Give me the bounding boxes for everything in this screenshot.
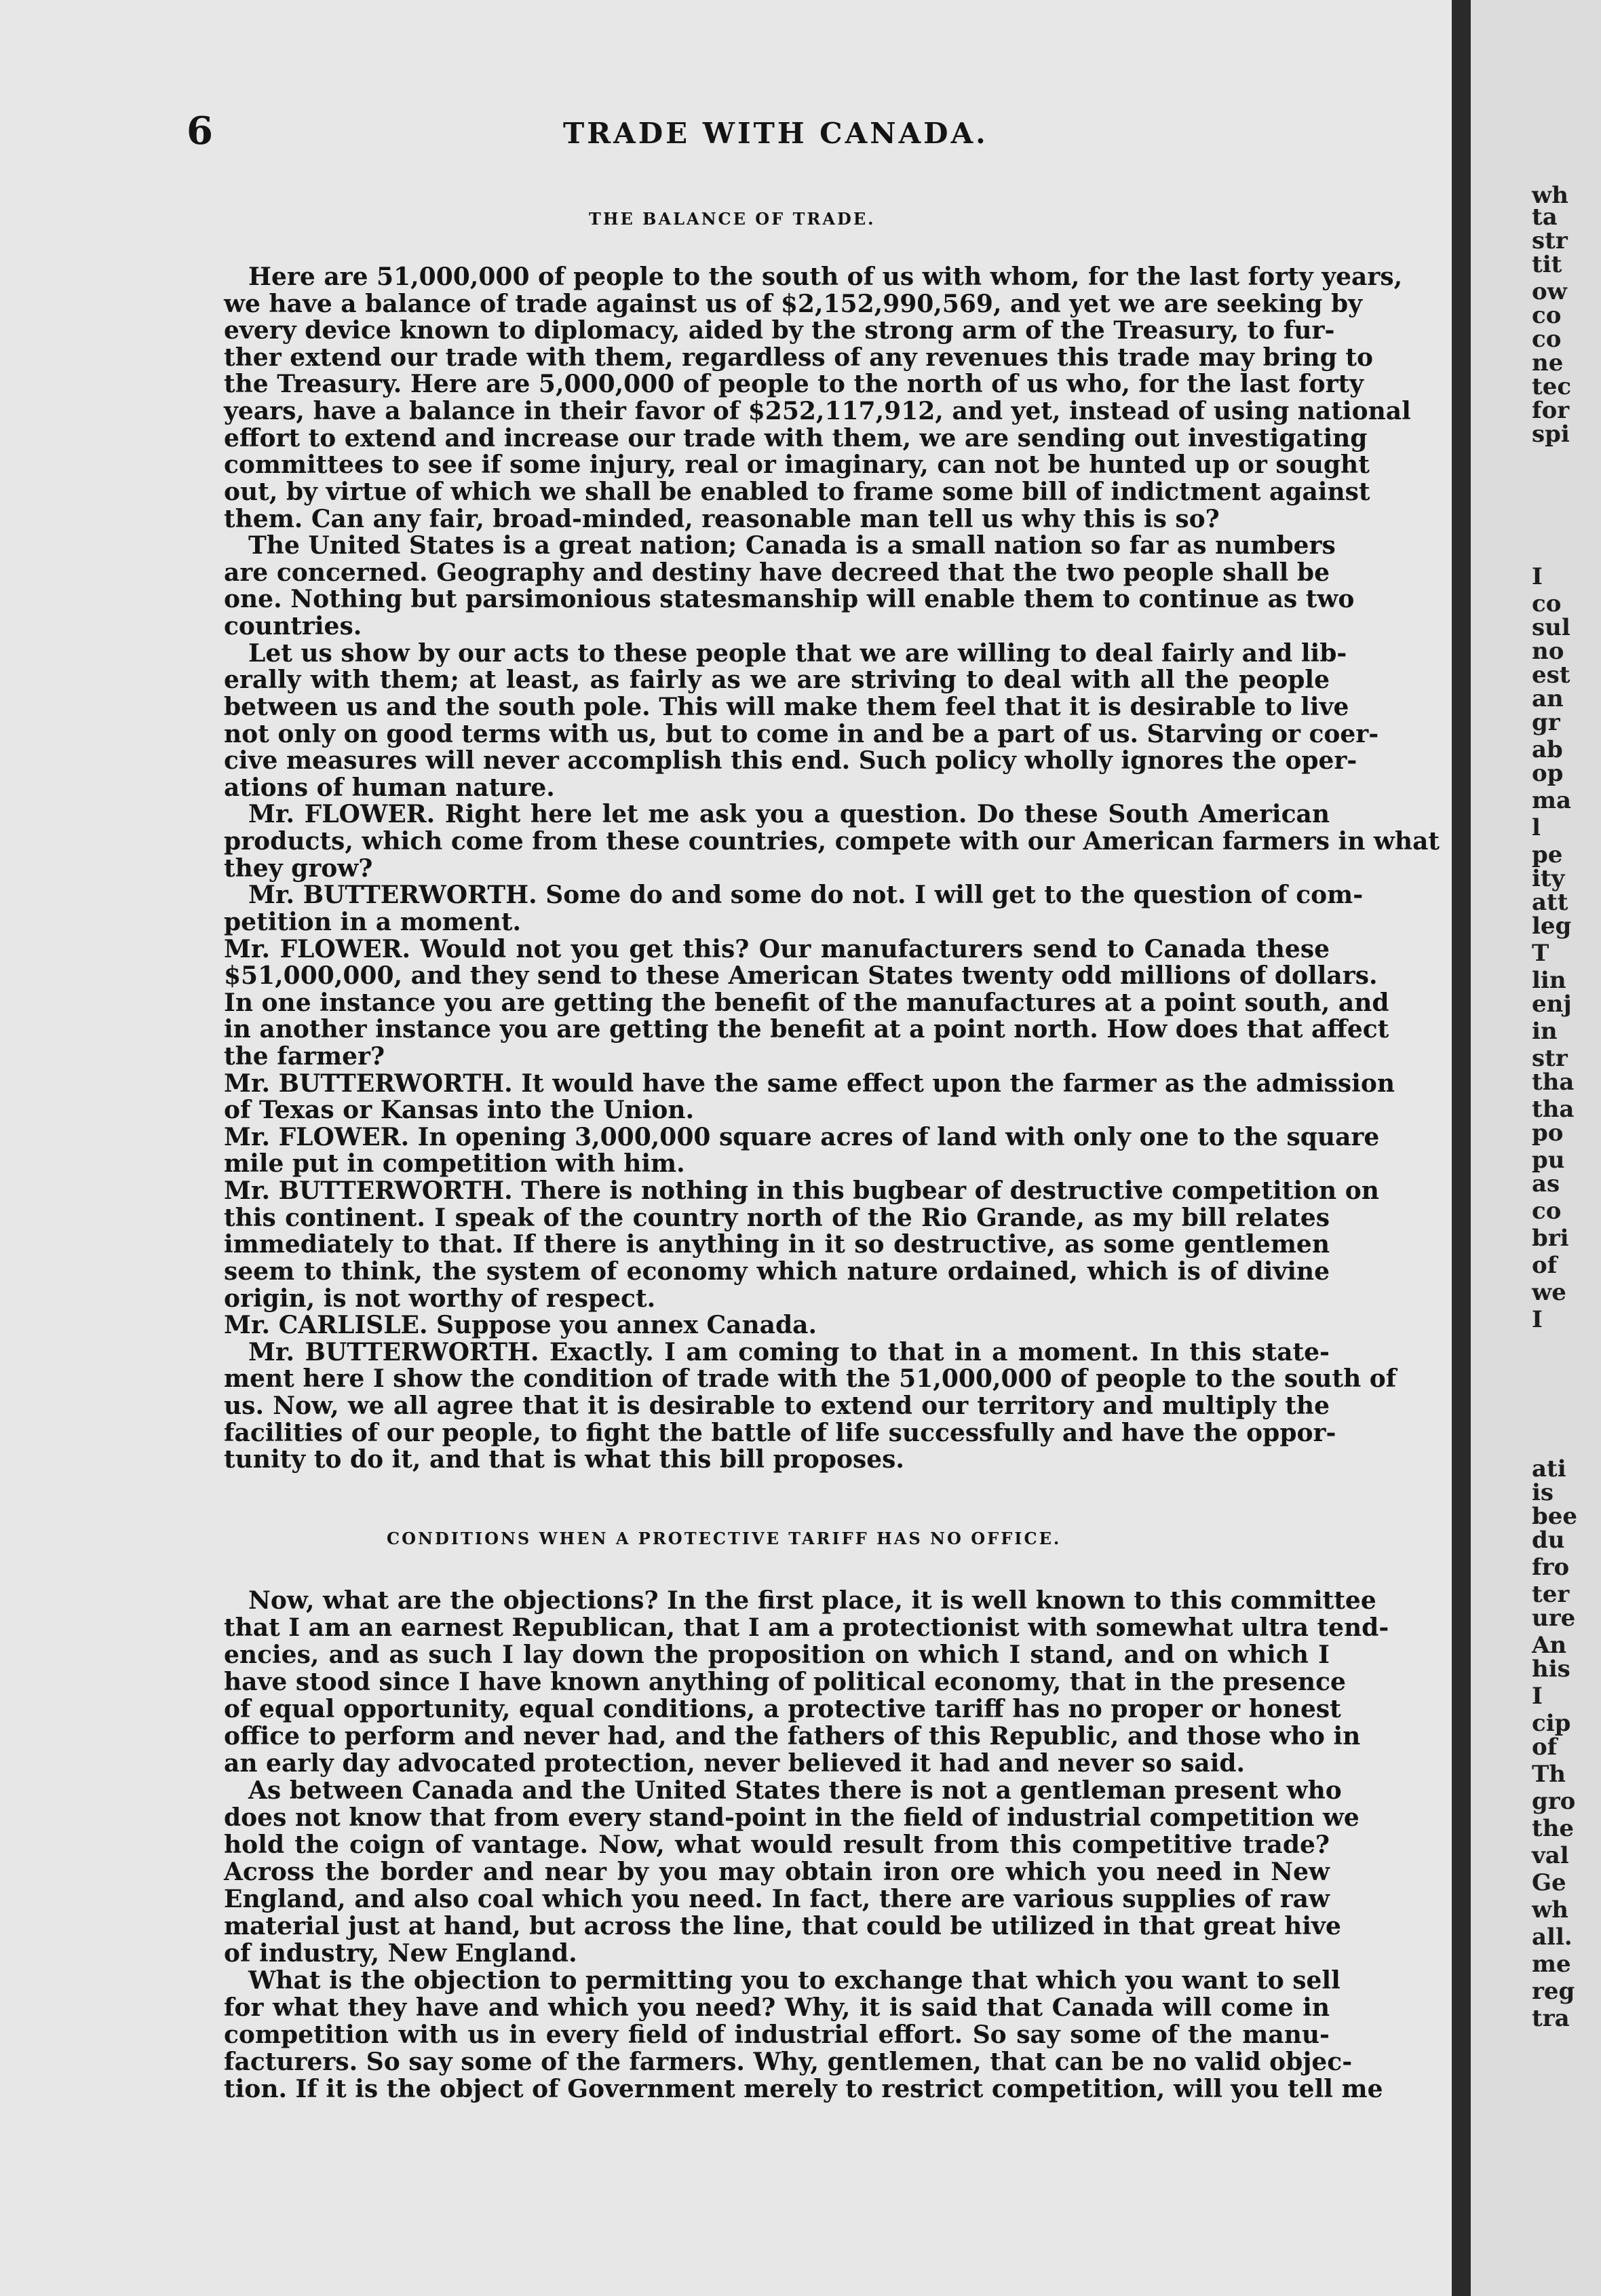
fragment-text: co (1532, 302, 1562, 329)
text-line: $51,000,000, and they send to these American States twenty odd millions of dollars. (224, 961, 1378, 991)
fragment-text: str (1532, 1045, 1568, 1072)
fragment-text: I (1532, 1306, 1543, 1333)
fragment-text: I (1532, 1683, 1543, 1710)
text-line: the Treasury. Here are 5,000,000 of people to the north of us who, for the last forty (224, 370, 1364, 399)
fragment-text: att (1532, 889, 1568, 916)
text-line: office to perform and never had, and the fathers of this Republic, and those who in (224, 1722, 1361, 1750)
text-line: them. Can any fair, broad-minded, reasonable man tell us why this is so? (224, 504, 1220, 533)
fragment-text: for (1532, 397, 1570, 424)
fragment-text: tha (1532, 1096, 1575, 1123)
text-line: facturers. So say some of the farmers. Why, gentlemen, that can be no valid objec- (224, 2048, 1353, 2076)
text-line: Mr. FLOWER. Right here let me ask you a question. Do these South American (248, 800, 1330, 829)
fragment-text: op (1532, 760, 1564, 787)
text-line: origin, is not worthy of respect. (224, 1284, 656, 1313)
text-line: In one instance you are getting the benefit of the manufactures at a point south, and (224, 988, 1389, 1017)
fragment-text: tec (1532, 373, 1572, 400)
text-line: mile put in competition with him. (224, 1149, 685, 1179)
section-heading: THE BALANCE OF TRADE. (589, 209, 876, 229)
text-line: one. Nothing but parsimonious statesmanship will enable them to continue as two (224, 585, 1355, 614)
fragment-text: an (1532, 685, 1564, 712)
fragment-text: co (1532, 590, 1562, 617)
fragment-text: Th (1532, 1761, 1566, 1788)
text-line: Mr. CARLISLE. Suppose you annex Canada. (224, 1311, 817, 1340)
text-line: Now, what are the objections? In the first place, it is well known to this committee (248, 1586, 1376, 1615)
text-line: petition in a moment. (224, 907, 522, 936)
fragment-text: pu (1532, 1147, 1565, 1174)
text-line: the farmer? (224, 1041, 385, 1071)
fragment-text: all. (1532, 1924, 1573, 1951)
fragment-text: co (1532, 326, 1562, 353)
text-line: of equal opportunity, equal conditions, a protective tariff has no proper or honest (224, 1695, 1341, 1723)
text-line: encies, and as such I lay down the proposition on which I stand, and on which I (224, 1641, 1330, 1669)
text-line: facilities of our people, to fight the battle of life successfully and have the oppor- (224, 1418, 1336, 1447)
adjacent-page-fragment (1471, 0, 1601, 2296)
fragment-text: ati (1532, 1455, 1566, 1482)
text-line: have stood since I have known anything of political economy, that in the presence (224, 1668, 1346, 1696)
fragment-text: his (1532, 1656, 1570, 1683)
text-line: Across the border and near by you may obtain iron ore which you need in New (224, 1858, 1330, 1886)
text-line: tunity to do it, and that is what this bill proposes. (224, 1445, 904, 1474)
fragment-text: ne (1532, 349, 1564, 377)
fragment-text: l (1532, 814, 1541, 841)
fragment-text: tit (1532, 251, 1562, 278)
text-line: they grow? (224, 854, 373, 883)
fragment-text: reg (1532, 1978, 1575, 2005)
text-line: we have a balance of trade against us of $2,152,990,569, and yet we are seeking by (224, 289, 1363, 318)
text-line: of Texas or Kansas into the Union. (224, 1096, 695, 1125)
page-number: 6 (187, 109, 213, 153)
text-line: for what they have and which you need? Why, it is said that Canada will come in (224, 1993, 1330, 2022)
fragment-text: str (1532, 227, 1568, 254)
fragment-text: me (1532, 1951, 1571, 1978)
text-line: Mr. BUTTERWORTH. It would have the same effect upon the farmer as the admission (224, 1069, 1395, 1098)
text-line: ations of human nature. (224, 773, 555, 802)
fragment-text: ter (1532, 1581, 1570, 1608)
text-line: this continent. I speak of the country north of the Rio Grande, as my bill relates (224, 1203, 1330, 1232)
fragment-text: lin (1532, 967, 1566, 994)
fragment-text: we (1532, 1279, 1566, 1306)
text-line: cive measures will never accomplish this end. Such policy wholly ignores the oper- (224, 746, 1357, 776)
text-line: Let us show by our acts to these people that we are willing to deal fairly and lib- (248, 638, 1347, 668)
text-line: Mr. FLOWER. In opening 3,000,000 square acres of land with only one to the square (224, 1122, 1380, 1151)
text-line: products, which come from these countries, compete with our American farmers in what (224, 827, 1440, 856)
fragment-text: of (1532, 1734, 1558, 1761)
text-line: erally with them; at least, as fairly as we are striving to deal with all the people (224, 666, 1330, 695)
text-line: in another instance you are getting the benefit at a point north. How does that affect (224, 1015, 1389, 1044)
fragment-text: gro (1532, 1788, 1576, 1815)
text-line: effort to extend and increase our trade with them, we are sending out investigating (224, 423, 1368, 453)
text-line: competition with us in every field of industrial effort. So say some of the manu- (224, 2021, 1330, 2049)
text-line: ther extend our trade with them, regardless of any revenues this trade may bring to (224, 343, 1373, 372)
fragment-text: co (1532, 1198, 1562, 1225)
text-line: As between Canada and the United States there is not a gentleman present who (248, 1776, 1342, 1805)
text-line: ment here I show the condition of trade with the 51,000,000 of people to the south of (224, 1364, 1397, 1394)
text-line: an early day advocated protection, never believed it had and never so said. (224, 1749, 1246, 1778)
fragment-text: tra (1532, 2005, 1570, 2032)
text-line: seem to think, the system of economy which nature ordained, which is of divine (224, 1257, 1330, 1286)
fragment-text: wh (1532, 1896, 1568, 1924)
fragment-text: ta (1532, 204, 1558, 231)
fragment-text: fro (1532, 1554, 1570, 1581)
fragment-text: ure (1532, 1605, 1576, 1632)
fragment-text: ma (1532, 787, 1572, 814)
fragment-text: ity (1532, 865, 1565, 892)
text-line: of industry, New England. (224, 1939, 577, 1968)
text-line: countries. (224, 612, 362, 641)
fragment-text: in (1532, 1018, 1558, 1045)
text-line: us. Now, we all agree that it is desirable to extend our territory and multiply the (224, 1392, 1330, 1421)
fragment-text: is (1532, 1479, 1554, 1506)
text-line: are concerned. Geography and destiny have decreed that the two people shall be (224, 558, 1330, 587)
section-heading: CONDITIONS WHEN A PROTECTIVE TARIFF HAS NO OFFICE. (387, 1529, 1062, 1548)
text-line: does not know that from every stand-point in the field of industrial competition we (224, 1803, 1359, 1832)
fragment-text: bee (1532, 1503, 1578, 1530)
fragment-text: spi (1532, 421, 1570, 448)
text-line: England, and also coal which you need. In fact, there are various supplies of raw (224, 1885, 1330, 1913)
fragment-text: pe (1532, 841, 1563, 868)
text-line: Here are 51,000,000 of people to the south of us with whom, for the last forty years, (248, 263, 1403, 291)
fragment-text: wh (1532, 182, 1568, 209)
text-line: immediately to that. If there is anything in it so destructive, as some gentlemen (224, 1230, 1330, 1259)
text-line: every device known to diplomacy, aided by the strong arm of the Treasury, to fur- (224, 316, 1335, 345)
text-line: out, by virtue of which we shall be enabled to frame some bill of indictment against (224, 477, 1370, 506)
fragment-text: po (1532, 1120, 1564, 1147)
text-line: Mr. BUTTERWORTH. Exactly. I am coming to that in a moment. In this state- (248, 1337, 1330, 1366)
text-line: material just at hand, but across the line, that could be utilized in that great hive (224, 1912, 1341, 1940)
fragment-text: gr (1532, 709, 1560, 736)
page-gutter (1452, 0, 1471, 2296)
fragment-text: est (1532, 662, 1570, 689)
text-line: years, have a balance in their favor of $252,117,912, and yet, instead of using national (224, 397, 1411, 426)
fragment-text: du (1532, 1527, 1565, 1554)
fragment-text: I (1532, 563, 1543, 590)
fragment-text: ow (1532, 278, 1567, 305)
fragment-text: tha (1532, 1069, 1575, 1096)
fragment-text: enj (1532, 991, 1572, 1018)
fragment-text: no (1532, 638, 1564, 665)
text-line: committees to see if some injury, real or imaginary, can not be hunted up or sought (224, 451, 1370, 480)
fragment-text: cip (1532, 1710, 1571, 1737)
text-line: tion. If it is the object of Government merely to restrict competition, will you tell me (224, 2075, 1383, 2103)
text-line: What is the objection to permitting you to exchange that which you want to sell (248, 1966, 1340, 1995)
fragment-text: leg (1532, 913, 1572, 940)
fragment-text: An (1532, 1632, 1567, 1659)
text-line: Mr. BUTTERWORTH. There is nothing in this bugbear of destructive competition on (224, 1176, 1379, 1206)
text-line: not only on good terms with us, but to come in and be a part of us. Starving or coer- (224, 719, 1379, 748)
fragment-text: val (1532, 1842, 1569, 1869)
text-line: Mr. BUTTERWORTH. Some do and some do not. I will get to the question of com- (248, 881, 1364, 910)
text-line: hold the coign of vantage. Now, what would result from this competitive trade? (224, 1831, 1330, 1859)
fragment-text: sul (1532, 614, 1570, 641)
fragment-text: of (1532, 1252, 1558, 1279)
text-line: between us and the south pole. This will make them feel that it is desirable to live (224, 692, 1349, 721)
text-line: Mr. FLOWER. Would not you get this? Our manufacturers send to Canada these (224, 934, 1330, 963)
fragment-text: Ge (1532, 1869, 1566, 1896)
fragment-text: bri (1532, 1225, 1569, 1252)
fragment-text: ab (1532, 736, 1563, 763)
fragment-text: T (1532, 940, 1549, 967)
fragment-text: as (1532, 1170, 1560, 1198)
text-line: that I am an earnest Republican, that I am a protectionist with somewhat ultra tend- (224, 1613, 1389, 1642)
running-head: TRADE WITH CANADA. (563, 117, 988, 150)
fragment-text: the (1532, 1815, 1575, 1842)
text-line: The United States is a great nation; Canada is a small nation so far as numbers (248, 531, 1336, 560)
